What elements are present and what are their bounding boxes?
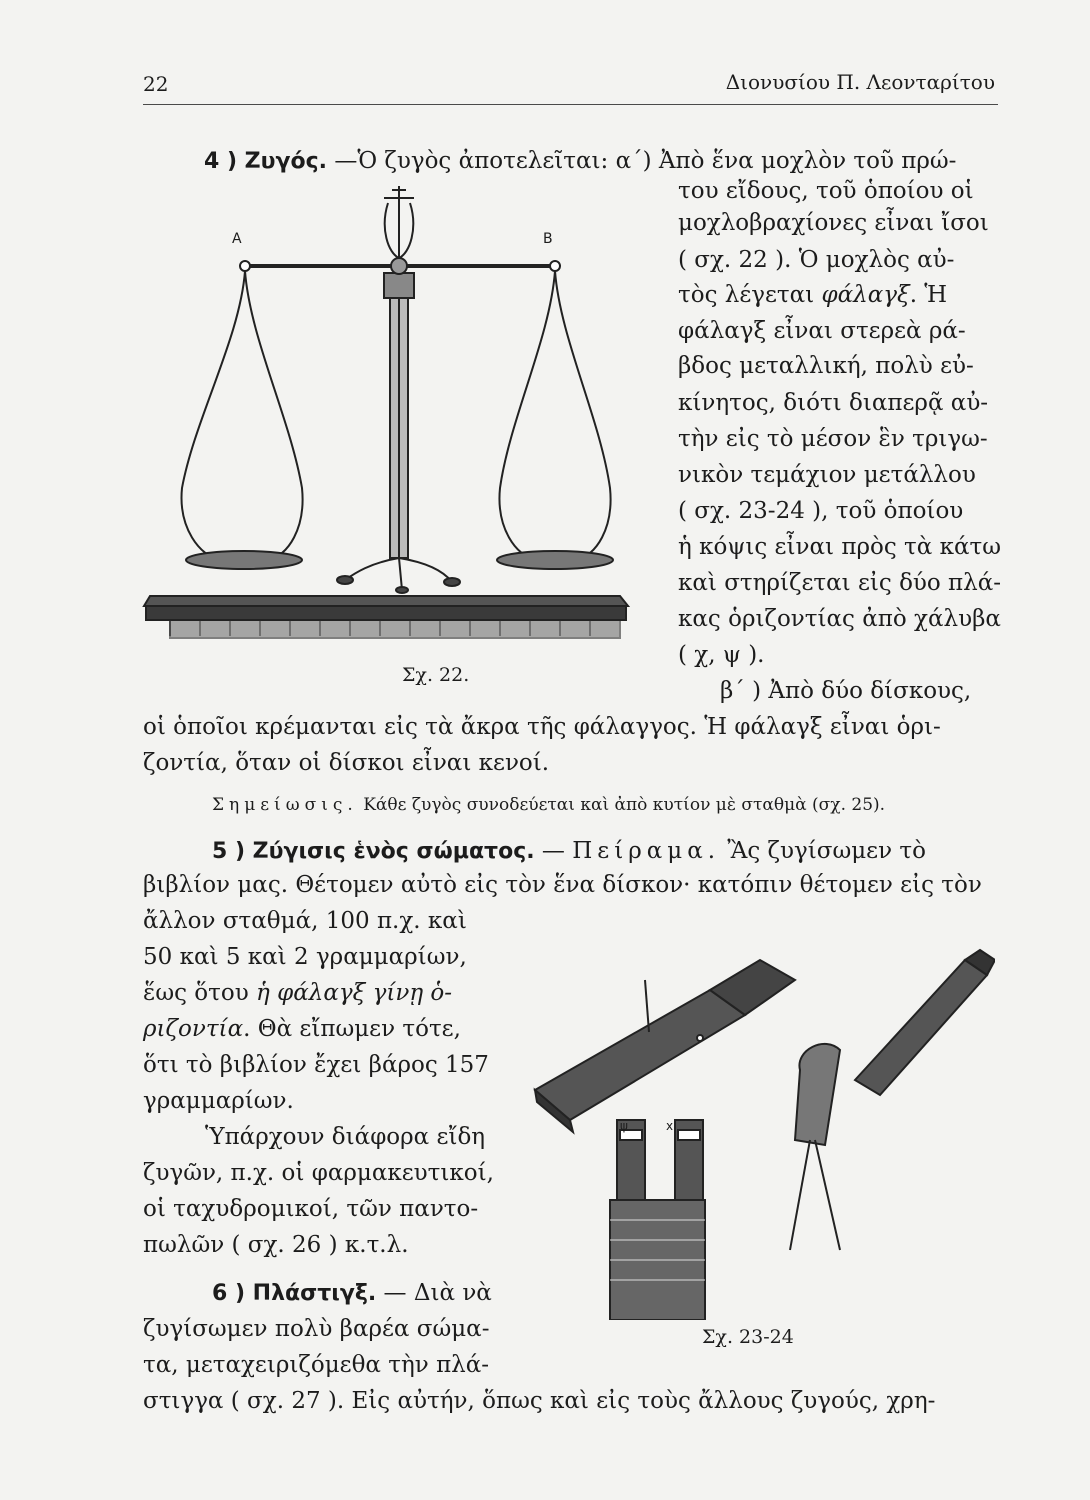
body-line: τὸς λέγεται φάλαγξ. Ἡ — [678, 282, 948, 308]
body-line: τὴν εἰς τὸ μέσον ἓν τριγω- — [678, 426, 988, 452]
body-line: κίνητος, διότι διαπερᾷ αὐ- — [678, 390, 989, 416]
body-line: Ὑπάρχουν διάφορα εἴδη — [205, 1124, 486, 1150]
body-line: ζυγῶν, π.χ. οἱ φαρμακευτικοί, — [143, 1160, 494, 1186]
body-line: ἄλλον σταθμά, 100 π.χ. καὶ — [143, 908, 467, 934]
body-line: νικὸν τεμάχιον μετάλλου — [678, 462, 976, 488]
section-4-heading: 4 ) Ζυγός. — [204, 149, 327, 174]
body-line: του εἴδους, τοῦ ὁποίου οἱ — [678, 178, 974, 204]
body-line: ριζοντία. Θὰ εἴπωμεν τότε, — [143, 1016, 461, 1042]
body-line: οἱ ὁποῖοι κρέμανται εἰς τὰ ἄκρα τῆς φάλαγγος. Ἡ φάλαγξ εἶναι ὁρι- — [143, 714, 941, 740]
body-line: ἕως ὅτου ἡ φάλαγξ γίνῃ ὁ- — [143, 980, 453, 1006]
body-line: βδος μεταλλική, πολὺ εὐ- — [678, 353, 974, 379]
figure-23-24-caption: Σχ. 23-24 — [702, 1326, 794, 1348]
balance-scale-figure — [140, 178, 640, 648]
body-line: κας ὁριζοντίας ἀπὸ χάλυβα — [678, 606, 1001, 632]
figure-label-x: x — [666, 1119, 674, 1133]
body-line: ὅτι τὸ βιβλίον ἔχει βάρος 157 — [143, 1052, 489, 1078]
knife-edge-figure — [525, 920, 995, 1320]
body-line: ζοντία, ὅταν οἱ δίσκοι εἶναι κενοί. — [143, 750, 550, 776]
body-line: ἡ κόψις εἶναι πρὸς τὰ κάτω — [678, 534, 1001, 560]
body-line: ( χ, ψ ). — [678, 642, 765, 668]
body-line: 50 καὶ 5 καὶ 2 γραμμαρίων, — [143, 944, 467, 970]
body-line: ζυγίσωμεν πολὺ βαρέα σώμα- — [143, 1316, 490, 1342]
body-line: καὶ στηρίζεται εἰς δύο πλά- — [678, 570, 1002, 596]
page-number: 22 — [143, 72, 169, 96]
body-line: φάλαγξ εἶναι στερεὰ ρά- — [678, 318, 966, 344]
section-6-heading: 6 ) Πλάστιγξ. — [212, 1281, 377, 1306]
running-head: Διονυσίου Π. Λεονταρίτου — [725, 70, 995, 94]
body-line: ( σχ. 22 ). Ὁ μοχλὸς αὐ- — [678, 247, 955, 273]
header-rule — [143, 104, 998, 105]
body-line: γραμμαρίων. — [143, 1088, 294, 1114]
section-5-line-1: 5 ) Ζύγισις ἑνὸς σώματος. — Πείραμα. Ἂς ζυγίσωμεν τὸ — [212, 838, 926, 864]
figure-label-a: A — [232, 231, 242, 247]
body-line: βιβλίον μας. Θέτομεν αὐτὸ εἰς τὸν ἕνα δίσκον· κατόπιν θέτομεν εἰς τὸν — [143, 872, 982, 898]
figure-label-psi: ψ — [620, 1119, 628, 1133]
figure-label-b: B — [543, 231, 553, 247]
section-5-heading: 5 ) Ζύγισις ἑνὸς σώματος. — [212, 839, 535, 864]
body-line: ( σχ. 23-24 ), τοῦ ὁποίου — [678, 498, 964, 524]
body-line: μοχλοβραχίονες εἶναι ἴσοι — [678, 210, 989, 236]
figure-22-caption: Σχ. 22. — [402, 664, 470, 686]
body-line: στιγγα ( σχ. 27 ). Εἰς αὐτήν, ὅπως καὶ εἰς τοὺς ἄλλους ζυγούς, χρη- — [143, 1388, 936, 1414]
note-text: Κάθε ζυγὸς συνοδεύεται καὶ ἀπὸ κυτίον μὲ σταθμὰ (σχ. 25). — [363, 795, 886, 815]
body-line: β΄ ) Ἀπὸ δύο δίσκους, — [720, 678, 972, 704]
body-line: πωλῶν ( σχ. 26 ) κ.τ.λ. — [143, 1232, 409, 1258]
body-line: τα, μεταχειριζόμεθα τὴν πλά- — [143, 1352, 490, 1378]
section-4-line-1: 4 ) Ζυγός. —Ὁ ζυγὸς ἀποτελεῖται: α΄) Ἀπὸ ἕνα μοχλὸν τοῦ πρώ- — [204, 148, 957, 174]
note-label: Σημείωσις. — [212, 795, 358, 815]
section-6-line-1: 6 ) Πλάστιγξ. — Διὰ νὰ — [212, 1280, 492, 1306]
body-line: οἱ ταχυδρομικοί, τῶν παντο- — [143, 1196, 479, 1222]
note-line — [212, 790, 885, 820]
